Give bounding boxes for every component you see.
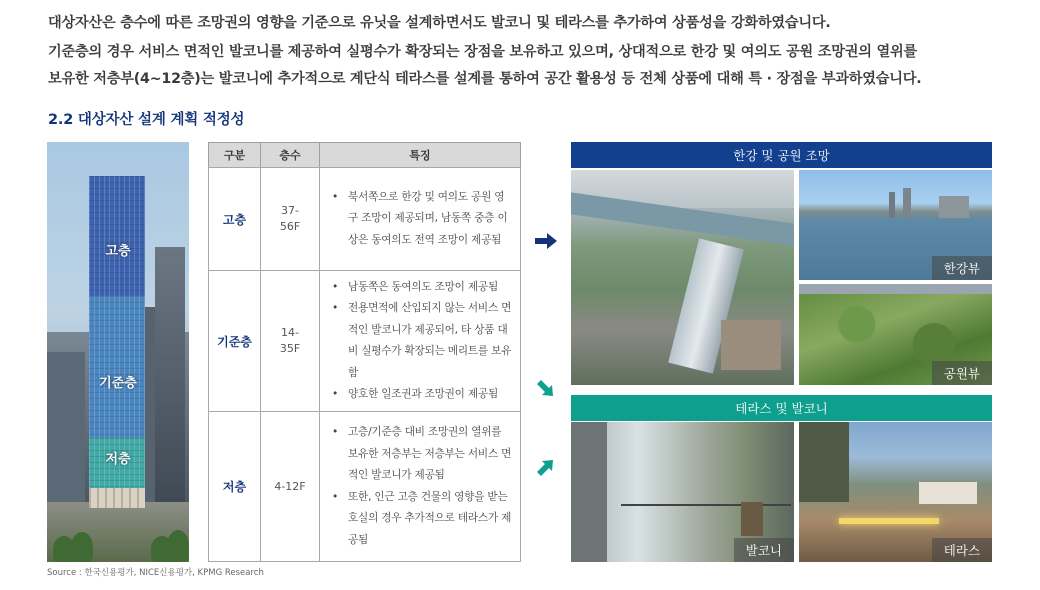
feature-item: • 양호한 일조권과 조망권이 제공됨	[330, 384, 514, 406]
row-features-high	[319, 167, 521, 271]
building-label-high: 고층	[105, 244, 131, 259]
planter	[799, 422, 849, 502]
feature-item: • 남동쪽은 동여의도 조망이 제공됨	[330, 277, 514, 299]
view-panel-title: 한강 및 공원 조망	[571, 142, 992, 168]
floors-high-line1: 37-	[281, 204, 299, 217]
floors-high-line2: 56F	[279, 220, 301, 233]
intro-text	[48, 10, 1028, 93]
source-note: Source : 한국신용평가, NICE신용평가, KPMG Research	[47, 568, 264, 578]
building-label-low: 저층	[105, 452, 131, 467]
arrow-down-right-icon	[533, 376, 557, 400]
park-view-label: 공원뷰	[932, 361, 992, 385]
arrow-up-right-icon	[533, 456, 557, 480]
deck-light	[839, 518, 939, 524]
park-view-photo	[799, 284, 992, 385]
distant-building	[889, 192, 895, 218]
terrace-photo	[799, 422, 992, 562]
tree	[167, 530, 189, 562]
feature-item: • 고층/기준층 대비 조망권의 열위를 보유한 저층부는 저층부는 서비스 면적인 발코니가 제공됨	[330, 422, 514, 487]
row-zone-high: 고층	[208, 167, 261, 271]
floors-low-line1: 4-12F	[274, 479, 306, 493]
row-zone-low: 저층	[208, 411, 261, 562]
han-river-view-photo	[799, 170, 992, 280]
header-floors: 층수	[260, 142, 320, 168]
row-features-low	[319, 411, 521, 562]
tower-podium	[89, 488, 145, 508]
building-rendering	[47, 142, 189, 562]
row-features-mid	[319, 270, 521, 412]
intro-line-1: 대상자산은 층수에 따른 조망권의 영향을 기준으로 유닛을 설계하면서도 발코니 및 테라스를 추가하여 상품성을 강화하였습니다.	[48, 15, 831, 31]
header-zone: 구분	[208, 142, 261, 168]
row-floors-mid	[260, 270, 320, 412]
feature-item: • 북서쪽으로 한강 및 여의도 공원 영구 조망이 제공되며, 남동쪽 중층 이상은 동여의도 전역 조망이 제공됨	[330, 187, 514, 252]
road	[799, 284, 992, 294]
wall	[571, 422, 607, 562]
row-zone-mid: 기준층	[208, 270, 261, 412]
floors-mid-line2: 35F	[279, 342, 301, 355]
intro-line-2: 기준층의 경우 서비스 면적인 발코니를 제공하여 실평수가 확장되는 장점을 보유하고 있으며, 상대적으로 한강 및 여의도 공원 조망권의 열위를	[48, 44, 918, 60]
row-floors-high	[260, 167, 320, 271]
building-label-mid: 기준층	[99, 376, 137, 391]
distant-building	[939, 196, 969, 218]
outdoor-table	[919, 482, 977, 504]
tower-high-zone	[89, 176, 145, 296]
row-floors-low	[260, 411, 320, 562]
distant-building	[903, 188, 911, 218]
intro-line-3: 보유한 저층부(4~12층)는 발코니에 추가적으로 계단식 테라스를 설계를 통하여 공간 활용성 등 전체 상품에 대해 특 · 장점을 부과하였습니다.	[48, 71, 922, 87]
section-title: 2.2 대상자산 설계 계획 적정성	[48, 112, 245, 128]
chair	[741, 502, 763, 536]
tower	[89, 176, 145, 508]
railing	[621, 504, 791, 506]
podium-building	[721, 320, 781, 370]
arrow-right-icon	[533, 231, 559, 251]
aerial-river-photo	[571, 170, 794, 385]
feature-item: • 전용면적에 산입되지 않는 서비스 면적인 발코니가 제공되어, 타 상품 대비 실평수가 확장되는 메리트를 보유함	[330, 298, 514, 384]
floors-mid-line1: 14-	[281, 326, 299, 339]
han-view-label: 한강뷰	[932, 256, 992, 280]
floor-feature-table	[208, 142, 521, 562]
terrace-panel-title: 테라스 및 발코니	[571, 395, 992, 421]
tower-mid-zone	[89, 296, 145, 438]
balcony-label: 발코니	[734, 538, 794, 562]
terrace-label: 테라스	[932, 538, 992, 562]
tree	[71, 532, 93, 562]
balcony-photo	[571, 422, 794, 562]
feature-item: • 또한, 인근 고층 건물의 영향을 받는 호실의 경우 추가적으로 테라스가 제공됨	[330, 487, 514, 552]
header-features: 특징	[319, 142, 521, 168]
